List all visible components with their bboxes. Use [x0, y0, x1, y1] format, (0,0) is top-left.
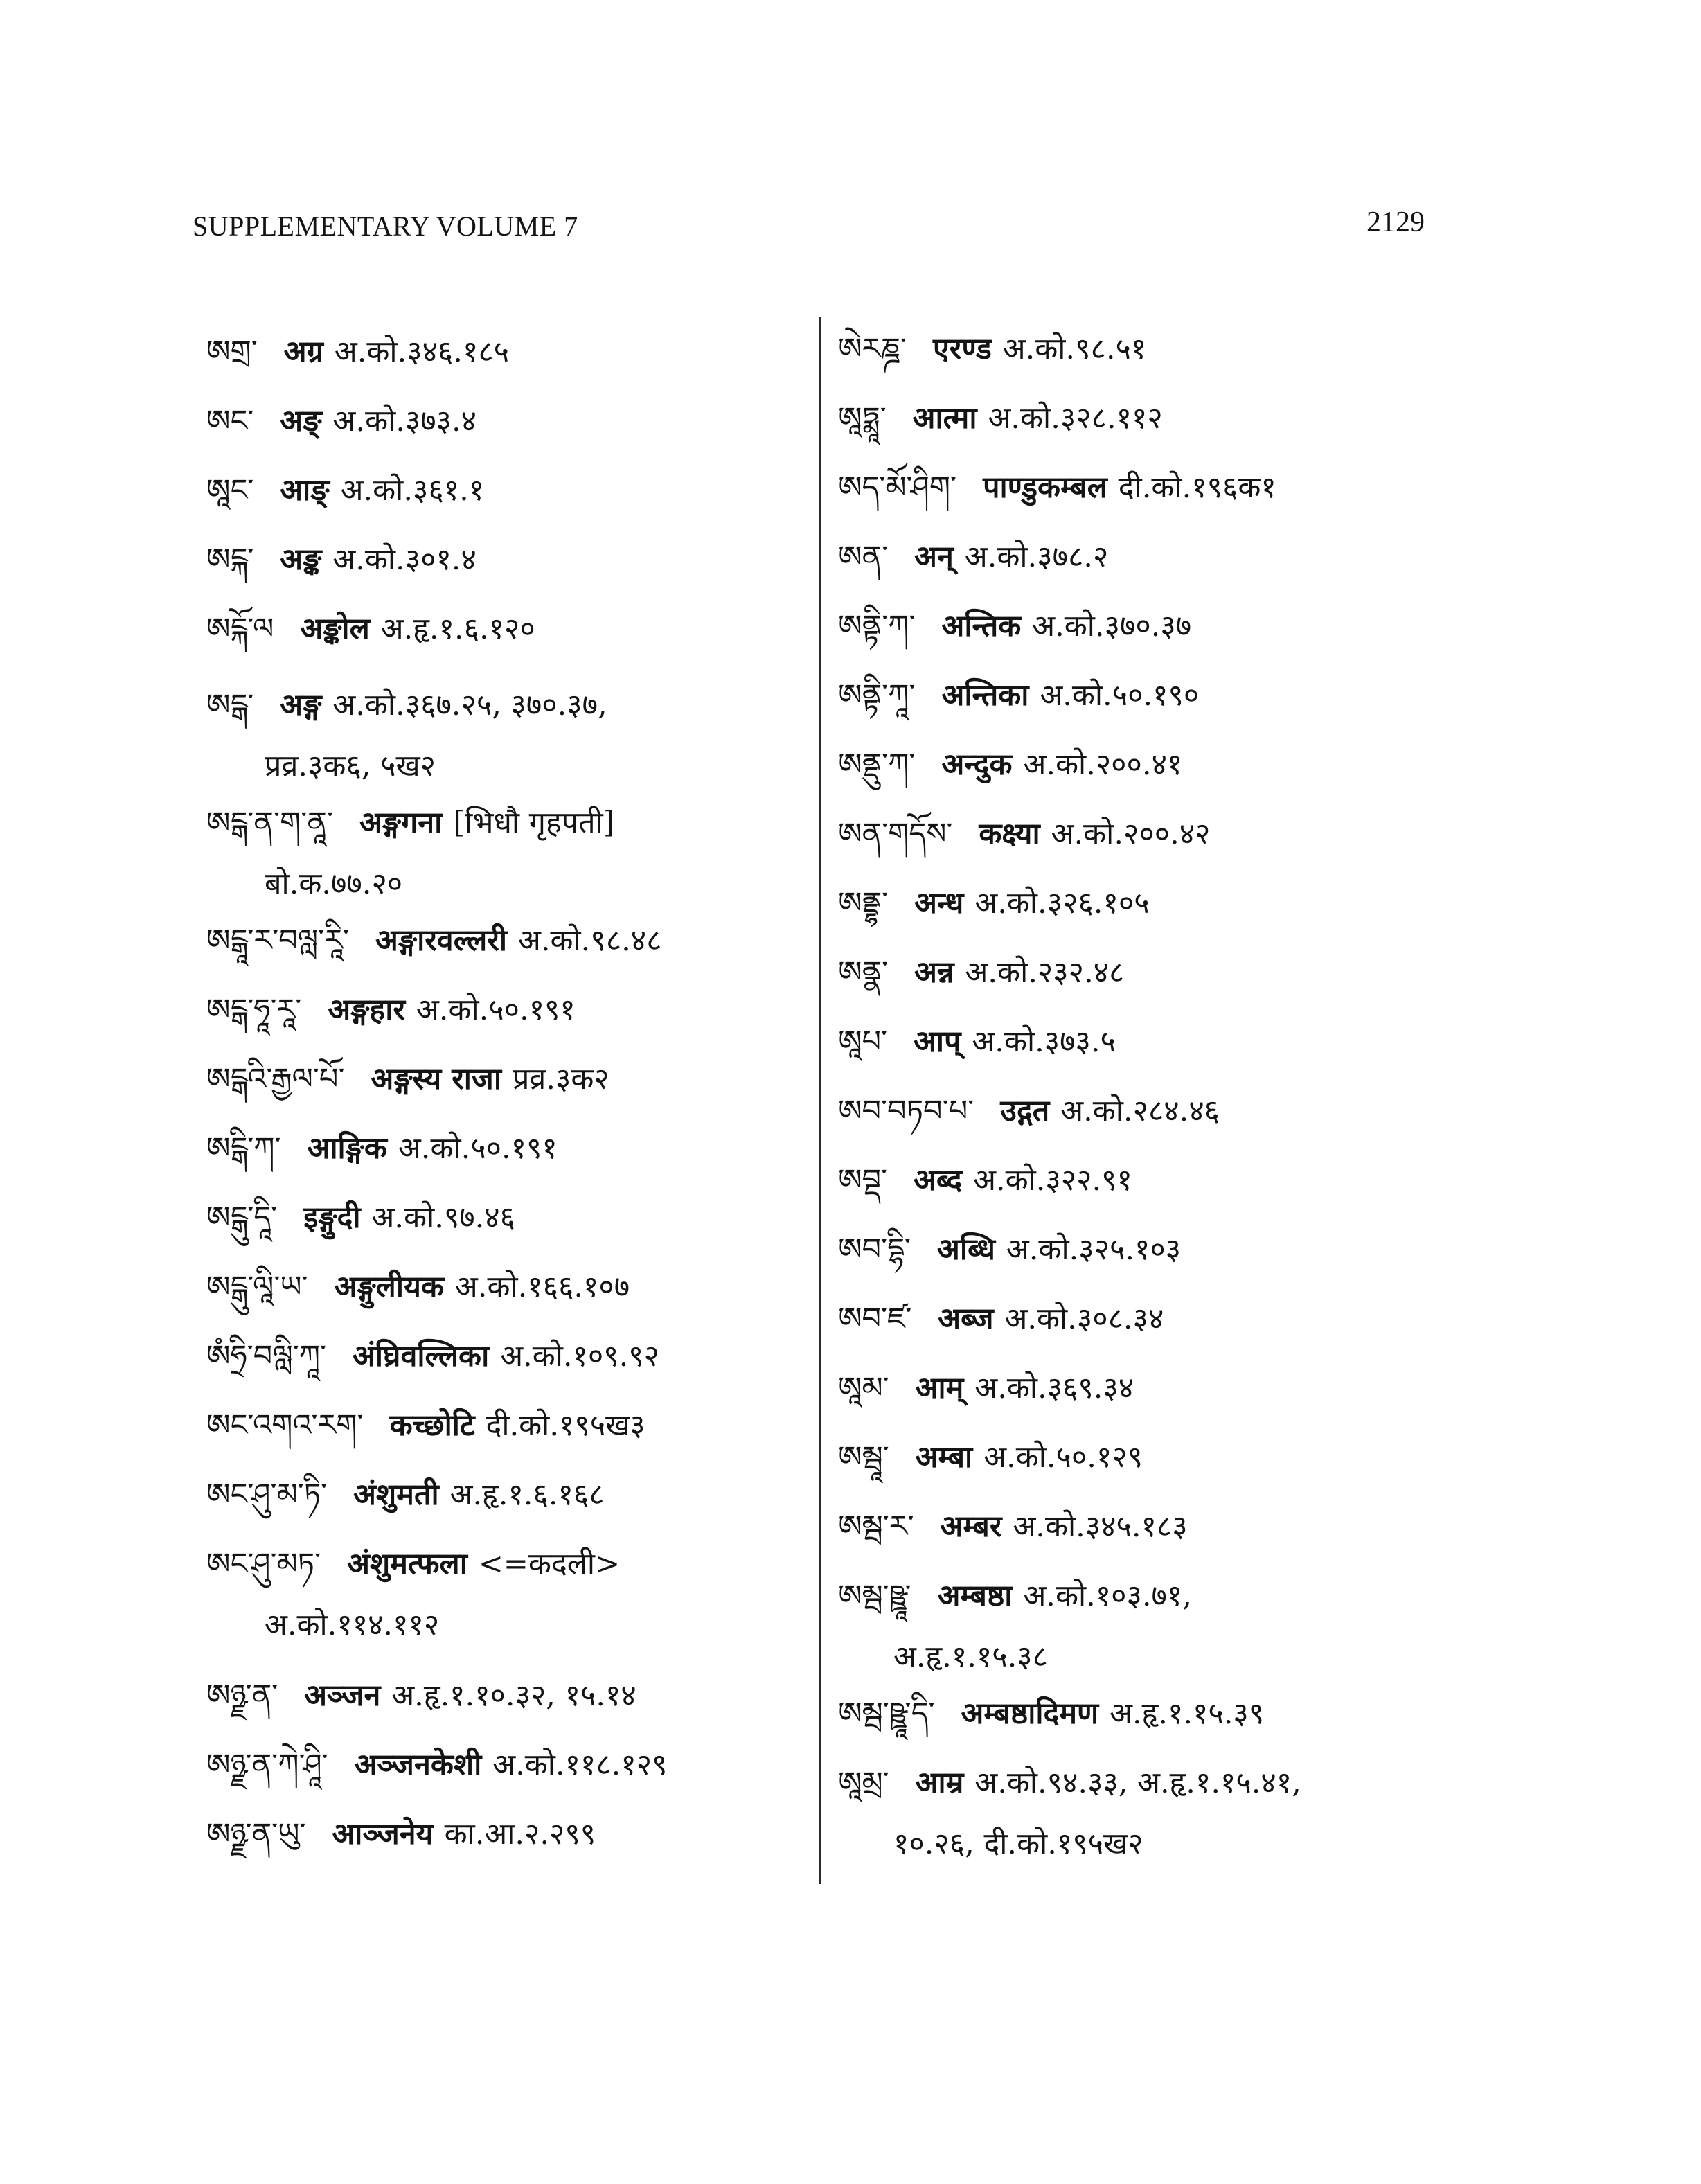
tibetan-headword: ཨཉྫ་ན་ཀེ་ཤཱི་ [206, 1748, 328, 1782]
source-reference: अ.को.५०.१२९ [983, 1440, 1143, 1475]
source-reference: अ.को.३२५.१०३ [1006, 1232, 1182, 1267]
tibetan-headword: ཨནྣ་ [838, 955, 889, 990]
source-reference: अ.को.२८४.४६ [1060, 1094, 1220, 1128]
dictionary-entry [206, 1815, 596, 1854]
dictionary-entry [838, 676, 1199, 715]
source-reference: अ.को.१०९.९२ [500, 1339, 660, 1374]
sanskrit-equivalent: अम्बष्ठादिमण [961, 1696, 1099, 1731]
dictionary-entry [838, 330, 1146, 369]
tibetan-headword: ཨཱམ་ [838, 1371, 889, 1405]
tibetan-headword: ཨང་འགའ་རག་ [206, 1408, 364, 1443]
tibetan-headword: ཨབ་དྷི་ [838, 1232, 911, 1267]
source-reference: अ.हृ.१.१५.३९ [1110, 1696, 1265, 1731]
source-reference: अ.हृ.१.६.१६८ [449, 1477, 605, 1512]
dictionary-entry [206, 921, 661, 960]
sanskrit-equivalent: इङ्गुदी [303, 1200, 361, 1235]
sanskrit-equivalent: अङ्गगना [359, 806, 443, 840]
page-number: 2129 [1366, 206, 1425, 238]
sanskrit-equivalent: आङ्गिक [307, 1131, 387, 1166]
source-reference: अ.को.३४६.१८५ [334, 335, 510, 369]
tibetan-headword: ཨངྐོ་ལ [206, 612, 274, 646]
dictionary-entry [838, 953, 1124, 992]
tibetan-headword: ཨེརཎྜ་ [838, 332, 907, 366]
sanskrit-equivalent: अब्ज [938, 1302, 994, 1336]
source-reference: अ.को.९८.४८ [518, 923, 662, 958]
source-reference: अ.को.१०३.७१, [1023, 1579, 1192, 1613]
source-reference: प्रव्र.३क२ [512, 1062, 609, 1097]
tibetan-headword: ཨམྦ་ཥྛཱ་དི་ [838, 1696, 935, 1731]
dictionary-entry [206, 1198, 515, 1237]
dictionary-entry [206, 402, 477, 441]
source-reference: अ.को.२००.४१ [1023, 747, 1183, 782]
dictionary-entry [838, 1092, 1220, 1130]
dictionary-entry [206, 1676, 636, 1715]
dictionary-entry [206, 1060, 609, 1099]
tibetan-headword: ཨངྒི་ཀ་ [206, 1131, 281, 1166]
sanskrit-equivalent: अङ्क [280, 542, 322, 577]
tibetan-headword: ཨབྡ་ [838, 1163, 888, 1198]
source-reference: दी.को.१९५ख३ [486, 1408, 645, 1443]
source-reference: अ.को.२००.४२ [1051, 817, 1211, 851]
source-reference: अ.को.३७०.३७ [1032, 609, 1192, 643]
tibetan-headword: ཨཱཔ་ [838, 1024, 888, 1059]
tibetan-headword: ཨམྦཱ་ [838, 1440, 889, 1475]
dictionary-entry [838, 1022, 1116, 1061]
sanskrit-equivalent: पाण्डुकम्बल [983, 470, 1107, 505]
dictionary-entry [838, 815, 1210, 853]
tibetan-headword: ཨངྒུ་དཱི་ [206, 1200, 278, 1235]
source-reference: अ.को.३७८.२ [964, 540, 1109, 574]
sanskrit-equivalent: अंघ्रिवल्लिका [353, 1339, 490, 1374]
reference-continuation: अ.हृ.१.१५.३८ [893, 1640, 1048, 1674]
source-reference: अ.को.५०.१९१ [398, 1131, 558, 1166]
tibetan-headword: ཨཉྫ་ན་ [206, 1678, 278, 1713]
dictionary-entry [206, 540, 477, 579]
dictionary-entry [838, 1694, 1264, 1733]
sanskrit-equivalent: अन्न [914, 955, 954, 990]
tibetan-headword: ཨན་ [838, 540, 889, 574]
tibetan-headword: ཨནྟི་ཀ་ [838, 609, 916, 643]
source-reference: अ.को.५०.१९१ [416, 993, 576, 1027]
dictionary-entry [838, 745, 1182, 784]
dictionary-entry [838, 884, 1150, 923]
dictionary-entry [838, 1764, 1301, 1802]
tibetan-headword: ཨང་ཤུ་མ་ཏི་ [206, 1477, 328, 1512]
tibetan-headword: ཨངྒཱ་ར་བལླ་རཱི་ [206, 923, 350, 958]
dictionary-entry [206, 471, 484, 510]
dictionary-entry [206, 1337, 659, 1376]
sanskrit-equivalent: आम् [915, 1371, 964, 1405]
tibetan-headword: ཨན་གདོས་ [838, 817, 953, 851]
source-reference: अ.हृ.१.६.१२० [380, 612, 535, 646]
sanskrit-equivalent: आङ् [280, 473, 330, 508]
sanskrit-equivalent: अङ्ग [280, 688, 322, 722]
tibetan-headword: ཨབ་ཛ་ [838, 1302, 912, 1336]
sanskrit-equivalent: अञ्जन [304, 1678, 381, 1713]
dictionary-entry [206, 332, 509, 371]
sanskrit-equivalent: अम्बा [915, 1440, 973, 1475]
dictionary-entry [838, 1507, 1188, 1546]
source-reference: अ.को.९८.५१ [1002, 332, 1147, 366]
sanskrit-equivalent: अब्धि [936, 1232, 995, 1267]
dictionary-entry [838, 1299, 1164, 1338]
dictionary-entry [838, 1438, 1143, 1477]
source-reference: अ.को.९७.४६ [371, 1200, 515, 1235]
sanskrit-equivalent: अंशुमती [353, 1477, 439, 1512]
tibetan-headword: ཨད་མོ་ཤིག་ [838, 470, 957, 505]
source-reference: अ.को.३७३.४ [332, 404, 477, 438]
sanskrit-equivalent: एरण्ड [932, 332, 992, 366]
sanskrit-equivalent: आम्र [915, 1766, 964, 1800]
dictionary-entry [838, 1161, 1132, 1200]
tibetan-headword: ཨངྒའི་རྒྱལ་པོ་ [206, 1062, 345, 1097]
dictionary-entry [838, 607, 1191, 646]
dictionary-entry [838, 399, 1163, 438]
sanskrit-equivalent: अङ्गारवल्लरी [375, 923, 507, 958]
sanskrit-equivalent: अम्बर [940, 1509, 1002, 1544]
tibetan-headword: ཨཉྫ་ན་ཡུ་ [206, 1817, 306, 1852]
tibetan-headword: ཨནྡྷ་ [838, 886, 889, 921]
tibetan-headword: ཨང་ [206, 404, 254, 438]
dictionary-entry [206, 1268, 630, 1306]
tibetan-headword: ཨཾཧྲི་བལླི་ཀཱ་ [206, 1339, 327, 1374]
dictionary-entry [206, 1129, 558, 1168]
sanskrit-equivalent: कच्छोटि [389, 1408, 475, 1443]
source-reference: का.आ.२.२९९ [444, 1817, 596, 1852]
tibetan-headword: ཨཱཏྨཱ་ [838, 401, 887, 436]
source-reference: अ.को.३६७.२५, ३७०.३७, [332, 688, 607, 722]
sanskrit-equivalent: अन्ध [914, 886, 964, 921]
tibetan-headword: ཨམྦ་ར་ [838, 1509, 914, 1544]
source-reference: अ.को.३२२.९१ [973, 1163, 1132, 1198]
dictionary-entry [838, 1230, 1181, 1269]
source-reference: अ.को.३७३.५ [972, 1024, 1116, 1059]
sanskrit-equivalent: आञ्जनेय [332, 1817, 434, 1852]
tibetan-headword: ཨནྟི་ཀཱ་ [838, 678, 916, 713]
dictionary-entry [838, 538, 1108, 576]
source-reference: अ.को.३२८.११२ [988, 401, 1163, 436]
source-reference: अ.को.२३२.४८ [965, 955, 1125, 990]
source-reference: अ.को.३४५.१८३ [1013, 1509, 1188, 1544]
dictionary-entry [206, 991, 576, 1029]
source-reference: अ.को.१६६.१०७ [454, 1270, 630, 1304]
sanskrit-equivalent: अब्द [914, 1163, 963, 1198]
sanskrit-equivalent: आप् [914, 1024, 961, 1059]
source-reference: अ.को.३०१.४ [332, 542, 477, 577]
dictionary-entry [838, 468, 1276, 507]
source-reference: [भिधौ गृहपती] [453, 806, 615, 840]
source-reference: अ.को.३०८.३४ [1004, 1302, 1164, 1336]
source-reference: अ.को.११८.१२९ [492, 1748, 668, 1782]
tibetan-headword: ཨཱང་ [206, 473, 254, 508]
tibetan-headword: ཨངྐ་ [206, 542, 254, 577]
sanskrit-equivalent: आत्मा [912, 401, 977, 436]
running-header: SUPPLEMENTARY VOLUME 7 [193, 211, 578, 242]
sanskrit-equivalent: अङ् [280, 404, 322, 438]
tibetan-headword: ཨངྒུ་ལཱི་ཡ་ [206, 1270, 308, 1304]
dictionary-entry [206, 686, 607, 725]
source-reference: अ.को.३६९.३४ [974, 1371, 1134, 1405]
sanskrit-equivalent: अन्तिक [941, 609, 1022, 643]
reference-continuation: प्रव्र.३क६, ५ख२ [265, 749, 436, 783]
dictionary-entry [206, 1746, 667, 1784]
tibetan-headword: ཨཱམྲ་ [838, 1766, 889, 1800]
sanskrit-equivalent: कक्ष्या [979, 817, 1040, 851]
sanskrit-equivalent: उद्गत [1000, 1094, 1050, 1128]
tibetan-headword: ཨབ་བཏབ་པ་ [838, 1094, 974, 1128]
sanskrit-equivalent: अङ्गस्य राजा [371, 1062, 501, 1097]
sanskrit-equivalent: अम्बष्ठा [937, 1579, 1013, 1613]
tibetan-headword: ཨངྒ་ཧཱ་རཱ་ [206, 993, 302, 1027]
dictionary-entry [838, 1369, 1134, 1408]
source-reference: अ.को.३६१.१ [340, 473, 485, 508]
sanskrit-equivalent: अङ्गुलीयक [334, 1270, 444, 1304]
tibetan-headword: ཨམྦ་ཥྛཱ་ [838, 1579, 911, 1613]
source-reference: अ.को.९४.३३, अ.हृ.१.१५.४१, [974, 1766, 1301, 1800]
tibetan-headword: ཨངྒ་ [206, 688, 254, 722]
sanskrit-equivalent: अङ्गहार [328, 993, 405, 1027]
tibetan-headword: ཨནྡུ་ཀ་ [838, 747, 916, 782]
sanskrit-equivalent: अञ्जनकेशी [354, 1748, 482, 1782]
dictionary-entry [206, 1545, 620, 1583]
tibetan-headword: ཨང་ཤུ་མཏ་ [206, 1547, 321, 1581]
sanskrit-equivalent: अन् [914, 540, 954, 574]
source-reference: अ.को.५०.१९० [1040, 678, 1200, 713]
sanskrit-equivalent: अन्दुक [941, 747, 1013, 782]
dictionary-entry [206, 1406, 645, 1445]
sanskrit-equivalent: अंशुमत्फला [347, 1547, 467, 1581]
column-divider [819, 317, 821, 1884]
sanskrit-equivalent: अन्तिका [941, 678, 1029, 713]
source-reference: दी.को.१९६क१ [1118, 470, 1276, 505]
tibetan-headword: ཨངྒ་ན་ག་ནཱ་ [206, 806, 334, 840]
source-reference: अ.हृ.१.१०.३२, १५.१४ [391, 1678, 636, 1713]
sanskrit-equivalent: अङ्कोल [300, 612, 370, 646]
dictionary-entry [838, 1577, 1192, 1615]
tibetan-headword: ཨགྲ་ [206, 335, 258, 369]
sanskrit-equivalent: अग्र [283, 335, 323, 369]
source-reference: <=कदली> [478, 1547, 621, 1581]
reference-continuation: अ.को.११४.११२ [265, 1608, 440, 1642]
source-reference: अ.को.३२६.१०५ [974, 886, 1150, 921]
dictionary-entry [206, 804, 615, 842]
reference-continuation: बो.क.७७.२० [265, 867, 403, 901]
reference-continuation: १०.२६, दी.को.१९५ख२ [893, 1827, 1143, 1861]
dictionary-entry [206, 610, 535, 648]
dictionary-entry [206, 1475, 605, 1514]
